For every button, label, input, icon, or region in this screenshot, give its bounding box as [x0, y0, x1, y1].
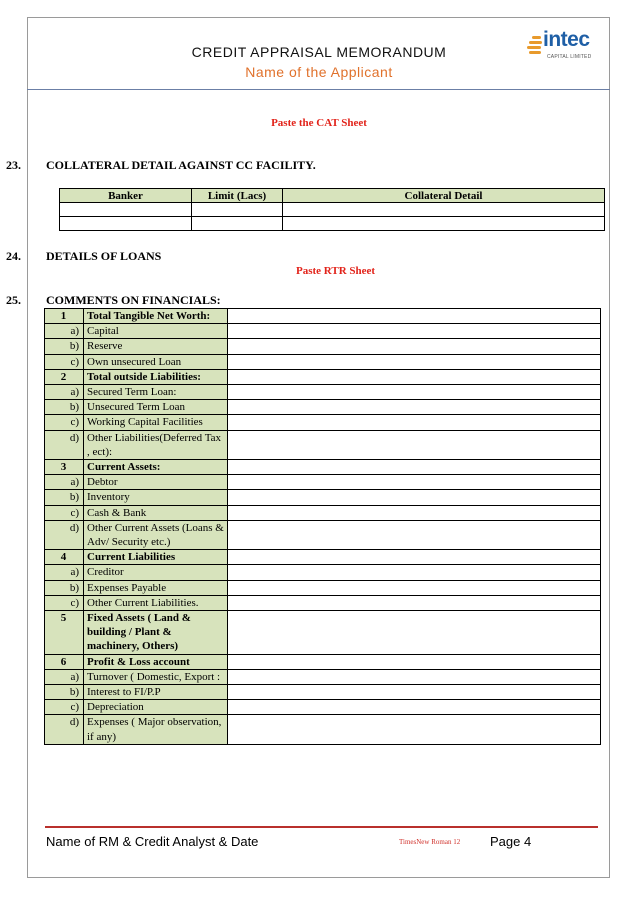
row-label: Current Assets: [84, 460, 228, 475]
row-value-cell [228, 550, 601, 565]
section-24-number: 24. [6, 249, 21, 263]
row-number: 6 [45, 654, 84, 669]
row-label: Interest to FI/P.P [84, 685, 228, 700]
collateral-table [59, 188, 605, 231]
row-value-cell [228, 715, 601, 744]
row-number: a) [45, 565, 84, 580]
table-row [45, 654, 601, 669]
applicant-name: Name of the Applicant [245, 64, 393, 80]
row-value-cell [228, 369, 601, 384]
row-label: Unsecured Term Loan [84, 400, 228, 415]
table-row [45, 430, 601, 459]
table-row [45, 369, 601, 384]
row-value-cell [228, 339, 601, 354]
row-label: Capital [84, 324, 228, 339]
section-25-number: 25. [6, 293, 21, 307]
row-number: b) [45, 490, 84, 505]
table-row [45, 520, 601, 549]
row-value-cell [228, 415, 601, 430]
row-label: Total outside Liabilities: [84, 369, 228, 384]
table-row [45, 595, 601, 610]
table-row [45, 475, 601, 490]
row-label: Other Current Assets (Loans & Adv/ Security etc.) [84, 520, 228, 549]
row-value-cell [228, 520, 601, 549]
logo-tagline: CAPITAL LIMITED [547, 54, 592, 60]
row-label: Depreciation [84, 700, 228, 715]
col-banker: Banker [60, 189, 192, 203]
row-label: Debtor [84, 475, 228, 490]
table-row [45, 460, 601, 475]
row-value-cell [228, 595, 601, 610]
row-label: Secured Term Loan: [84, 385, 228, 400]
table-row [45, 400, 601, 415]
row-number: 3 [45, 460, 84, 475]
row-number: c) [45, 505, 84, 520]
row-number: b) [45, 580, 84, 595]
intec-logo [526, 28, 606, 61]
header-divider [27, 89, 610, 90]
row-label: Total Tangible Net Worth: [84, 309, 228, 324]
row-value-cell [228, 505, 601, 520]
row-value-cell [228, 460, 601, 475]
rtr-sheet-note: Paste RTR Sheet [296, 265, 376, 277]
row-label: Expenses ( Major observation, if any) [84, 715, 228, 744]
row-label: Reserve [84, 339, 228, 354]
row-value-cell [228, 324, 601, 339]
table-row [60, 203, 605, 217]
table-row [45, 354, 601, 369]
row-value-cell [228, 400, 601, 415]
row-number: a) [45, 475, 84, 490]
row-number: 2 [45, 369, 84, 384]
table-row [45, 490, 601, 505]
row-label: Other Liabilities(Deferred Tax , ect): [84, 430, 228, 459]
table-row [45, 309, 601, 324]
footer-divider [45, 826, 598, 828]
table-row [45, 324, 601, 339]
row-number: d) [45, 715, 84, 744]
col-limit: Limit (Lacs) [192, 189, 283, 203]
table-row [45, 685, 601, 700]
footer-font-note: TimesNew Roman 12 [399, 838, 461, 846]
row-number: b) [45, 400, 84, 415]
row-label: Creditor [84, 565, 228, 580]
row-number: c) [45, 595, 84, 610]
table-row [45, 550, 601, 565]
row-number: a) [45, 669, 84, 684]
row-value-cell [228, 580, 601, 595]
row-value-cell [228, 430, 601, 459]
row-value-cell [228, 565, 601, 580]
table-header-row [60, 189, 605, 203]
row-number: b) [45, 685, 84, 700]
row-value-cell [228, 611, 601, 655]
row-value-cell [228, 490, 601, 505]
row-number: a) [45, 385, 84, 400]
row-number: 5 [45, 611, 84, 655]
section-24-title: DETAILS OF LOANS [46, 249, 162, 263]
row-value-cell [228, 669, 601, 684]
col-collateral-detail: Collateral Detail [283, 189, 605, 203]
logo-word: intec [543, 28, 590, 51]
row-number: d) [45, 520, 84, 549]
row-label: Turnover ( Domestic, Export : [84, 669, 228, 684]
table-row [45, 339, 601, 354]
row-number: 4 [45, 550, 84, 565]
row-value-cell [228, 654, 601, 669]
row-number: c) [45, 415, 84, 430]
row-label: Profit & Loss account [84, 654, 228, 669]
row-value-cell [228, 354, 601, 369]
row-number: d) [45, 430, 84, 459]
row-label: Inventory [84, 490, 228, 505]
row-label: Other Current Liabilities. [84, 595, 228, 610]
row-number: a) [45, 324, 84, 339]
section-25-title: COMMENTS ON FINANCIALS: [46, 293, 221, 307]
row-number: b) [45, 339, 84, 354]
row-label: Own unsecured Loan [84, 354, 228, 369]
financials-table [44, 308, 601, 745]
cat-sheet-note: Paste the CAT Sheet [271, 117, 367, 129]
row-value-cell [228, 700, 601, 715]
table-row [45, 611, 601, 655]
row-number: c) [45, 700, 84, 715]
table-row [45, 385, 601, 400]
row-number: c) [45, 354, 84, 369]
row-value-cell [228, 475, 601, 490]
row-label: Fixed Assets ( Land & building / Plant & machinery, Others) [84, 611, 228, 655]
row-label: Cash & Bank [84, 505, 228, 520]
table-row [45, 580, 601, 595]
section-23-number: 23. [6, 158, 21, 172]
footer-rm-analyst: Name of RM & Credit Analyst & Date [46, 834, 259, 849]
table-row [45, 715, 601, 744]
page-number: Page 4 [490, 834, 532, 849]
page-title: CREDIT APPRAISAL MEMORANDUM [191, 44, 447, 60]
row-value-cell [228, 385, 601, 400]
table-row [45, 669, 601, 684]
row-value-cell [228, 685, 601, 700]
table-row [45, 565, 601, 580]
table-row [45, 700, 601, 715]
row-number: 1 [45, 309, 84, 324]
row-label: Expenses Payable [84, 580, 228, 595]
table-row [45, 415, 601, 430]
row-value-cell [228, 309, 601, 324]
section-23-title: COLLATERAL DETAIL AGAINST CC FACILITY. [46, 158, 316, 172]
row-label: Working Capital Facilities [84, 415, 228, 430]
table-row [45, 505, 601, 520]
row-label: Current Liabilities [84, 550, 228, 565]
table-row [60, 217, 605, 231]
